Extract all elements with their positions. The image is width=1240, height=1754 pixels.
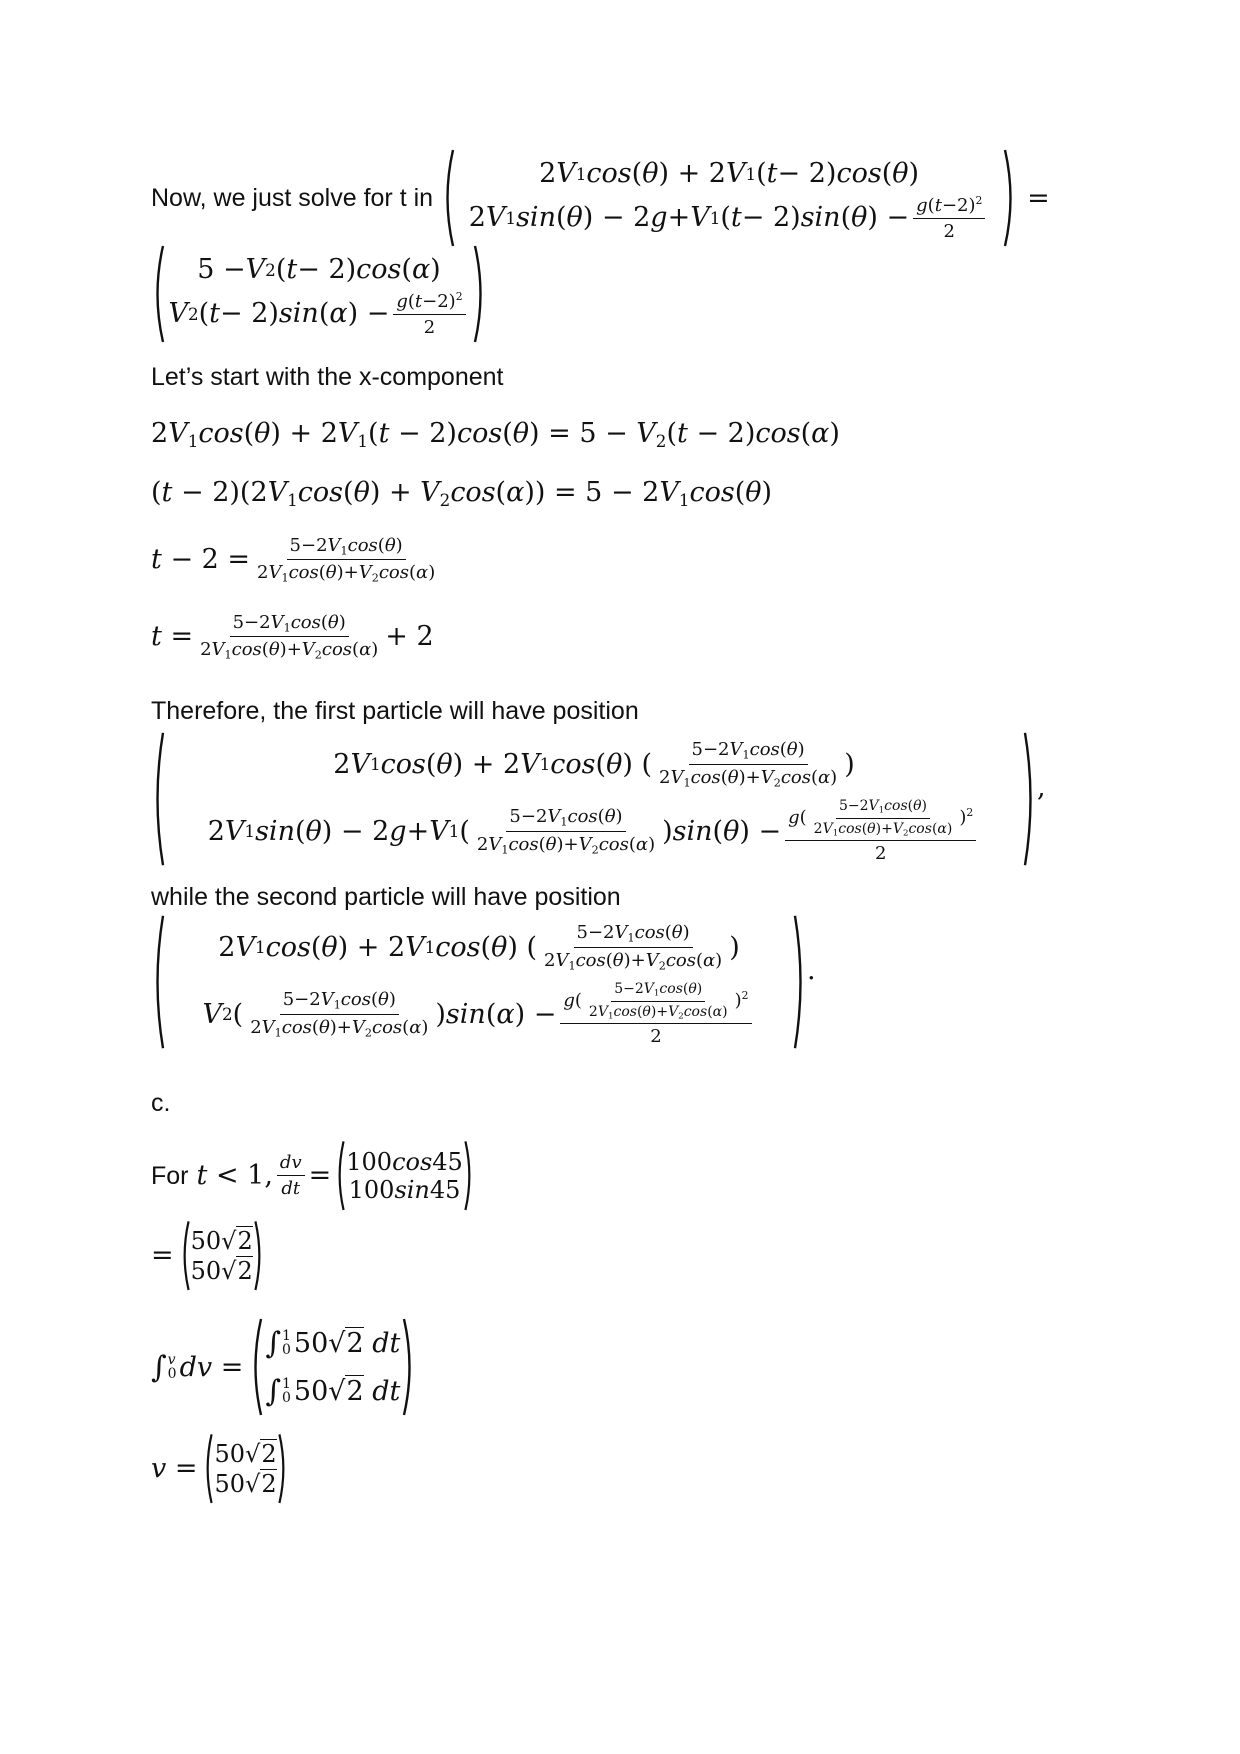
equation-c2: = 50√ 2 50√ 2 bbox=[151, 1220, 264, 1291]
part-c-label: c. bbox=[151, 1089, 171, 1117]
x-component-heading: Let’s start with the x-component bbox=[151, 363, 504, 391]
left-vector: 2 V 1 cos ( θ ) + 2 V 1 ( t − 2) cos ( θ ) 2 V 1 sin ( θ ) − 2 g + V 1 ( t − 2) sin ( θ ) − $\frac{g(t-2)^2}{2}$ bbox=[441, 148, 1017, 248]
equation-c4: v = 50√ 2 50√ 2 bbox=[151, 1433, 288, 1504]
first-particle-position: 2 V 1 cos ( θ ) + 2 V 1 cos ( θ ) ( $\frac{5-2V_1\cos(\theta)}{2V_1\cos(\theta)+V_2\cos(\alpha)}$ ) 2 V 1 sin ( θ ) − 2 g + V 1 ( $\frac{5-2V_1\cos(\theta)}{2V_1\cos(\theta)+V_2\cos(\alpha)}$ ) sin ( θ ) − g( $\frac{5-2V_1\cos(\theta)}{2V_1\cos(\theta)+V_2\cos(\alpha)}$ )$^2$ 2 , bbox=[151, 730, 1046, 868]
equation-x1: $2V_1\cos(\theta) + 2V_1(t - 2)\cos(\theta) = 5 - V_2(t - 2)\cos(\alpha)$ bbox=[151, 418, 840, 452]
equation-t: t = $\frac{5-2V_1\cos(\theta)}{2V_1\cos(\theta)+V_2\cos(\alpha)}$ + 2 bbox=[151, 612, 434, 662]
for-text: For bbox=[151, 1161, 189, 1190]
first-particle-text: Therefore, the first particle will have position bbox=[151, 697, 639, 725]
second-particle-text: while the second particle will have position bbox=[151, 883, 621, 911]
equation-x2: $(t - 2)(2V_1\cos(\theta) + V_2\cos(\alpha)) = 5 - 2V_1\cos(\theta)$ bbox=[151, 477, 773, 511]
intro-text: Now, we just solve for t in bbox=[151, 184, 434, 212]
intro-equation: Now, we just solve for t in 2 V 1 cos ( θ ) + 2 V 1 ( t − 2) cos ( θ ) 2 V 1 sin ( θ ) − 2 g + V 1 ( t − 2) sin ( θ ) − $\frac{g(t-2)^2}{2}$ = bbox=[151, 148, 1050, 248]
second-particle-position: 2 V 1 cos ( θ ) + 2 V 1 cos ( θ ) ( $\frac{5-2V_1\cos(\theta)}{2V_1\cos(\theta)+V_2\cos(\alpha)}$ ) V 2 ( $\frac{5-2V_1\cos(\theta)}{2V_1\cos(\theta)+V_2\cos(\alpha)}$ ) sin ( α ) − g( $\frac{5-2V_1\cos(\theta)}{2V_1\cos(\theta)+V_2\cos(\alpha)}$ )$^2$ 2 . bbox=[151, 913, 816, 1051]
equation-c3: ∫ v 0 dv = ∫ 1 0 50√ 2 dt ∫ 1 0 50√ 2 dt bbox=[151, 1317, 416, 1417]
part-c-derivative: For t < 1, $\frac{dv}{dt}$ = 100 cos 45 100 sin 45 bbox=[151, 1140, 474, 1211]
equation-x3: t − 2 = $\frac{5-2V_1\cos(\theta)}{2V_1\cos(\theta)+V_2\cos(\alpha)}$ bbox=[151, 535, 436, 585]
right-vector: 5 − V 2 ( t − 2) cos ( α ) V 2 ( t − 2) sin ( α ) − $\frac{g(t-2)^2}{2}$ bbox=[151, 244, 487, 344]
